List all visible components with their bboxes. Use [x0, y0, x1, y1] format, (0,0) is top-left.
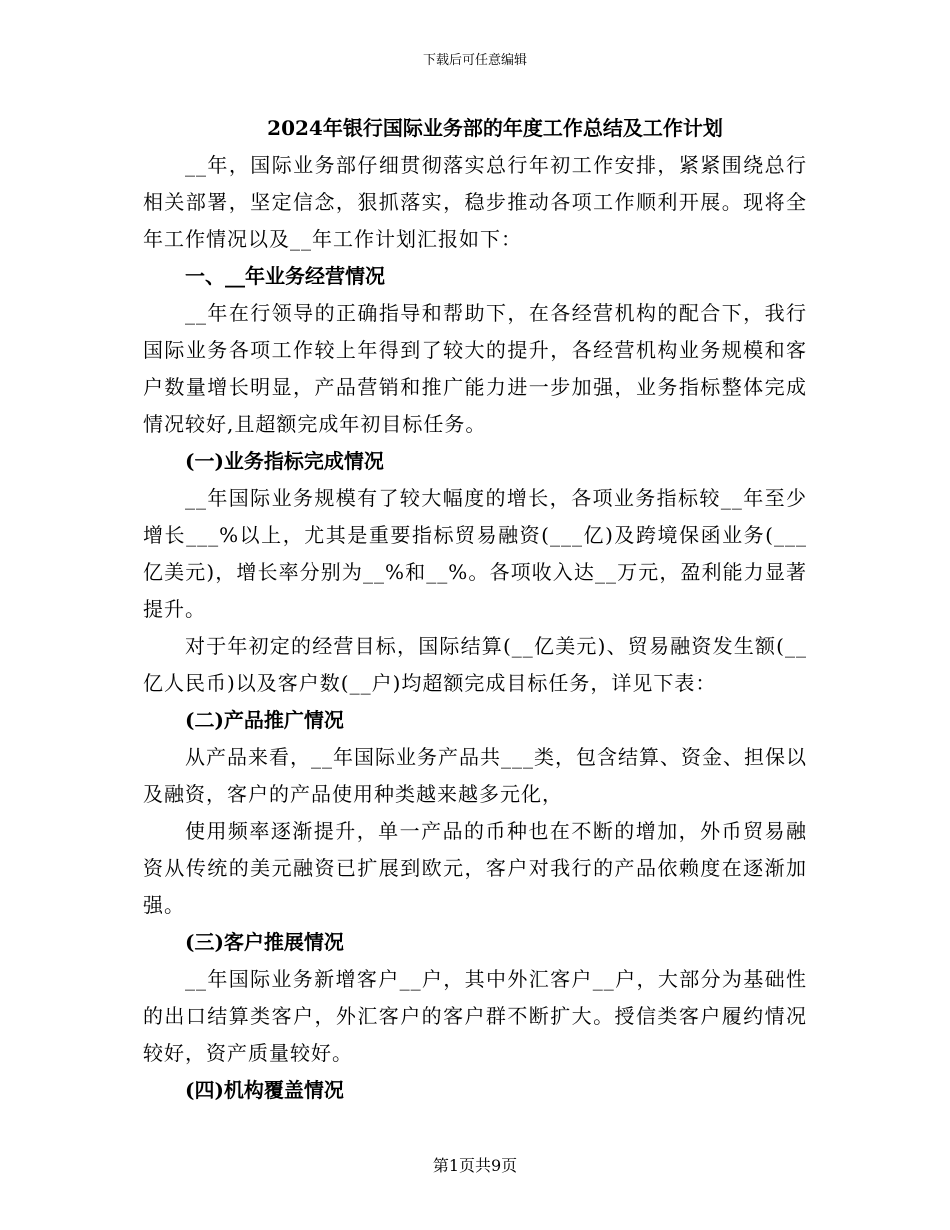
page-header: 下载后可任意编辑	[422, 53, 527, 68]
subsection-heading-branches: (四)机构覆盖情况	[185, 1078, 344, 1102]
subsection-heading-customers: (三)客户推展情况	[185, 930, 344, 954]
customers-paragraph: __年国际业务新增客户__户，其中外汇客户__户，大部分为基础性的出口结算类客户，外汇客户的客户群不断扩大。授信类客户履约情况较好，资产质量较好。	[143, 967, 807, 1065]
indicators-paragraph: __年国际业务规模有了较大幅度的增长，各项业务指标较__年至少增长___%以上，尤其是重要指标贸易融资(___亿)及跨境保函业务(___亿美元)，增长率分别为__%和__%。各项收入达__万元，盈利能力显著提升。	[143, 486, 807, 621]
document-body	[143, 110, 807, 1109]
subsection-heading-indicators: (一)业务指标完成情况	[185, 449, 384, 473]
page-footer: 第1页共9页	[432, 1156, 518, 1175]
products-paragraph: 从产品来看，__年国际业务产品共___类，包含结算、资金、担保以及融资，客户的产品使用种类越来越多元化，	[143, 745, 807, 806]
subsection-heading-products: (二)产品推广情况	[185, 708, 344, 732]
business-overview-paragraph: __年在行领导的正确指导和帮助下，在各经营机构的配合下，我行国际业务各项工作较上年得到了较大的提升，各经营机构业务规模和客户数量增长明显，产品营销和推广能力进一步加强，业务指标整体完成情况较好,且超额完成年初目标任务。	[143, 301, 807, 436]
products-usage-paragraph: 使用频率逐渐提升，单一产品的币种也在不断的增加，外币贸易融资从传统的美元融资已扩展到欧元，客户对我行的产品依赖度在逐渐加强。	[143, 819, 807, 917]
targets-paragraph: 对于年初定的经营目标，国际结算(__亿美元)、贸易融资发生额(__亿人民币)以及客户数(__户)均超额完成目标任务，详见下表：	[143, 634, 807, 695]
intro-paragraph: __年，国际业务部仔细贯彻落实总行年初工作安排，紧紧围绕总行相关部署，坚定信念，狠抓落实，稳步推动各项工作顺利开展。现将全年工作情况以及__年工作计划汇报如下：	[143, 153, 807, 251]
document-title: 2024年银行国际业务部的年度工作总结及工作计划	[267, 116, 723, 140]
section-heading-business-overview: 一、__年业务经营情况	[185, 264, 385, 288]
